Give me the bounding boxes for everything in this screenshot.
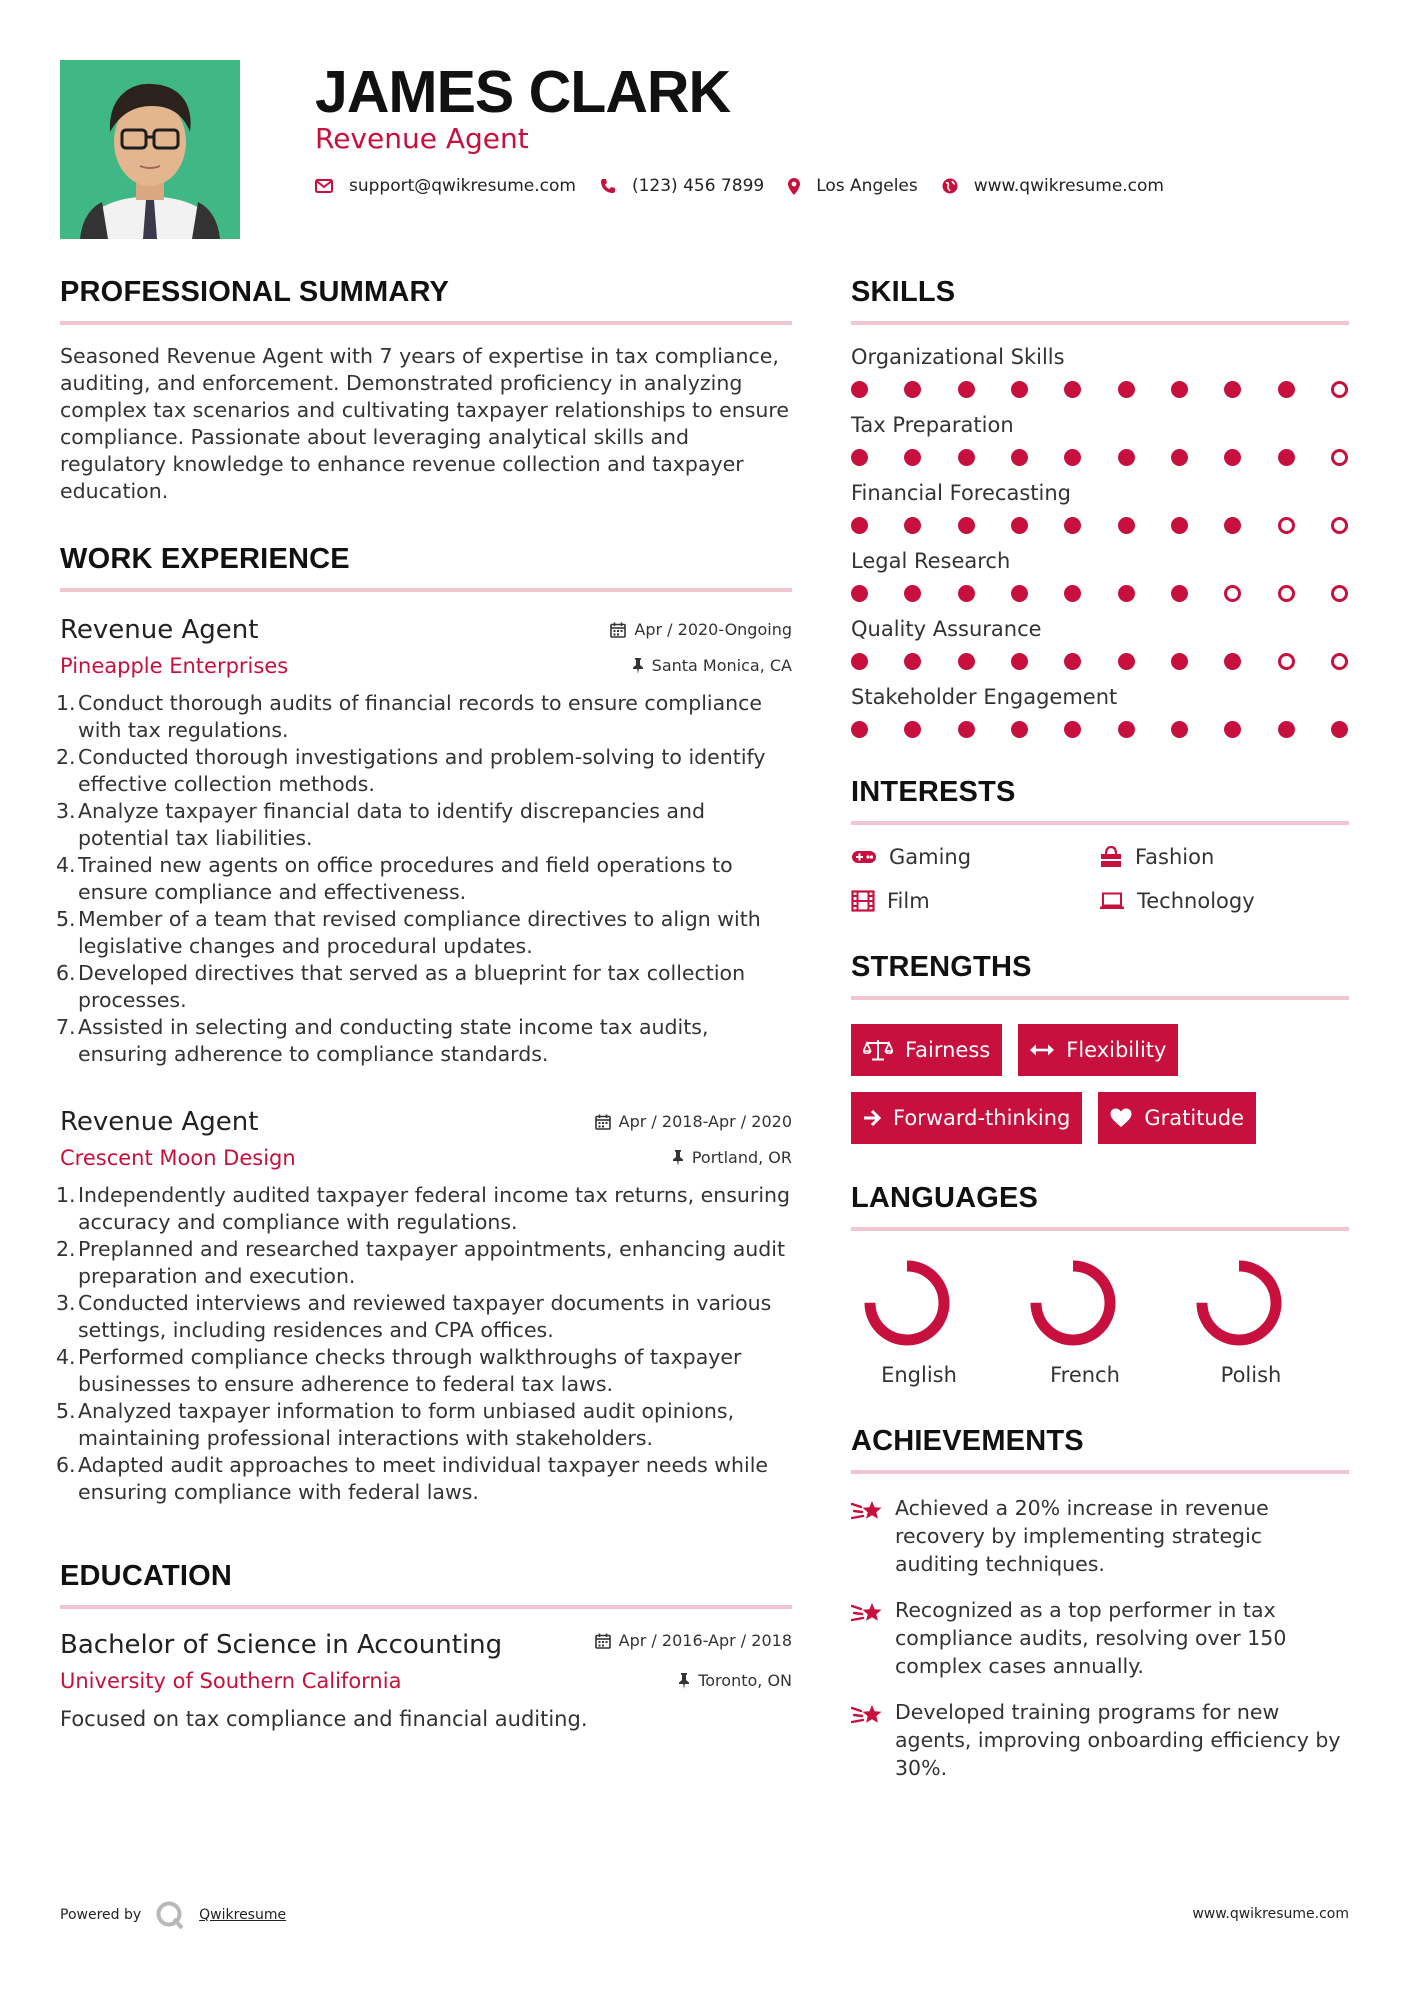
rating-dot-filled [851,517,868,534]
pushpin-icon [632,658,644,674]
right-column [851,276,1349,1782]
language-proficiency-ring [1193,1257,1285,1349]
contact-phone[interactable] [600,176,764,196]
education-section [60,1560,792,1731]
rating-dot-filled [851,721,868,738]
language-label: Polish [1220,1363,1282,1387]
job-dates [610,620,792,639]
job-location [672,1148,792,1167]
balance-scale-icon [863,1039,893,1061]
achievement-item [851,1494,1349,1578]
pushpin-icon [678,1673,690,1689]
skill-item [851,479,1349,534]
achievement-text: Developed training programs for new agents, improving onboarding efficiency by 30%. [895,1700,1341,1780]
calendar-icon [595,1633,611,1649]
summary-section [60,276,792,505]
language-proficiency-arc [1202,1266,1276,1340]
rating-dot-filled [1064,653,1081,670]
job-list [56,614,792,1506]
interest-grid [851,845,1349,913]
rating-dot-filled [1118,585,1135,602]
skill-label: Financial Forecasting [851,481,1071,505]
bullet-number: 6. [56,961,76,985]
bullet-number: 1. [56,1183,76,1207]
bullet-number: 5. [56,1399,76,1423]
skill-label: Legal Research [851,549,1011,573]
job-company: Crescent Moon Design [60,1146,296,1170]
rating-dot-filled [851,381,868,398]
summary-text: Seasoned Revenue Agent with 7 years of expertise in tax compliance, auditing, and enforcement. Demonstrated proficiency in analyzing complex tax scenarios and cultivating taxpayer relationships to ensure compliance. Passionate about leveraging analytical skills and regulatory knowledge to enhance revenue collection and taxpayer education. [60,344,790,503]
job-bullet [56,906,792,960]
rating-dot-filled [1011,653,1028,670]
rating-dot-filled [1064,721,1081,738]
section-divider [851,1470,1349,1474]
bullet-number: 3. [56,1291,76,1315]
education-degree: Bachelor of Science in Accounting [60,1630,503,1660]
job-bullet [56,1398,792,1452]
gamepad-icon [851,849,877,865]
rating-dot-empty [1224,585,1241,602]
achievements-heading: ACHIEVEMENTS [851,1425,1084,1457]
contact-bar [315,176,1188,196]
rating-dot-filled [1171,653,1188,670]
job-bullet [56,852,792,906]
shooting-star-icon [851,1498,883,1524]
strength-tag [1018,1024,1178,1076]
section-divider [851,821,1349,825]
bullet-text: Conducted thorough investigations and problem-solving to identify effective collection methods. [78,745,766,796]
rating-dot-empty [1278,517,1295,534]
education-school: University of Southern California [60,1669,402,1693]
candidate-role: Revenue Agent [315,122,529,155]
bullet-number: 1. [56,691,76,715]
skill-label: Organizational Skills [851,345,1065,369]
rating-dot-filled [958,653,975,670]
rating-dot-empty [1331,653,1348,670]
job-bullet [56,690,792,744]
contact-website-text: www.qwikresume.com [973,176,1164,196]
rating-dot-filled [1224,449,1241,466]
job-location-text: Santa Monica, CA [651,656,792,675]
job-dates [595,1112,792,1131]
language-item [1183,1257,1349,1387]
strength-tag [1098,1092,1256,1144]
contact-website[interactable] [942,176,1164,196]
rating-dot-filled [1118,721,1135,738]
bullet-text: Adapted audit approaches to meet individual taxpayer needs while ensuring compliance with federal laws. [78,1453,769,1504]
bullet-text: Performed compliance checks through walkthroughs of taxpayer businesses to ensure adherence to federal tax laws. [78,1345,742,1396]
skill-label: Tax Preparation [851,413,1014,437]
bullet-number: 4. [56,853,76,877]
skill-rating [851,381,1349,398]
job-dates-text: Apr / 2018-Apr / 2020 [618,1112,792,1131]
rating-dot-empty [1331,381,1348,398]
interest-item [1099,845,1349,869]
rating-dot-filled [1064,585,1081,602]
education-dates [595,1631,792,1650]
contact-location [788,176,918,196]
achievement-item [851,1596,1349,1680]
skill-item [851,683,1349,738]
rating-dot-filled [958,585,975,602]
skill-item [851,615,1349,670]
shopping-bag-icon [1099,846,1123,868]
skill-label: Quality Assurance [851,617,1042,641]
rating-dot-filled [904,585,921,602]
bullet-text: Preplanned and researched taxpayer appointments, enhancing audit preparation and execution. [78,1237,786,1288]
arrow-right-icon [863,1109,881,1127]
contact-location-text: Los Angeles [816,176,918,196]
section-divider [851,321,1349,325]
bullet-number: 7. [56,1015,76,1039]
language-proficiency-ring [1027,1257,1119,1349]
rating-dot-filled [1171,449,1188,466]
job-company: Pineapple Enterprises [60,654,289,678]
laptop-icon [1099,892,1125,910]
section-divider [60,588,792,592]
languages-heading: LANGUAGES [851,1182,1039,1214]
language-label: French [1050,1363,1120,1387]
shooting-star-icon [851,1600,883,1626]
strength-tag [851,1024,1002,1076]
rating-dot-filled [1331,721,1348,738]
summary-heading: PROFESSIONAL SUMMARY [60,276,450,308]
film-icon [851,890,875,912]
strength-tags [851,1024,1271,1144]
bullet-text: Analyzed taxpayer information to form unbiased audit opinions, maintaining professional interactions with stakeholders. [78,1399,735,1450]
job-bullet [56,1290,792,1344]
languages-section [851,1182,1349,1387]
calendar-icon [610,622,626,638]
candidate-name: JAMES CLARK [315,59,731,125]
rating-dot-filled [904,517,921,534]
job-bullet [56,1452,792,1506]
rating-dot-filled [1118,381,1135,398]
bullet-text: Conducted interviews and reviewed taxpayer documents in various settings, including residences and CPA offices. [78,1291,772,1342]
rating-dot-filled [1171,721,1188,738]
skill-item [851,411,1349,466]
bullet-number: 2. [56,745,76,769]
interest-label: Film [887,889,930,913]
bullet-number: 6. [56,1453,76,1477]
skill-list [851,343,1349,738]
skill-rating [851,585,1349,602]
achievements-section [851,1425,1349,1782]
job-dates-text: Apr / 2020-Ongoing [634,620,792,639]
skill-item [851,343,1349,398]
shooting-star-icon [851,1702,883,1728]
bullet-number: 2. [56,1237,76,1261]
footer-website[interactable]: www.qwikresume.com [1192,1906,1349,1922]
bullet-number: 3. [56,799,76,823]
experience-heading: WORK EXPERIENCE [60,543,350,575]
strength-label: Fairness [905,1038,991,1062]
rating-dot-filled [1171,381,1188,398]
language-list [851,1257,1349,1387]
interests-heading: INTERESTS [851,776,1016,808]
rating-dot-empty [1331,449,1348,466]
map-pin-icon [788,178,800,195]
strengths-section [851,951,1349,1144]
job-bullets [56,1182,792,1506]
achievement-text: Recognized as a top performer in tax compliance audits, resolving over 150 complex cases annually. [895,1598,1287,1678]
rating-dot-filled [1278,449,1295,466]
left-column [56,276,792,1731]
interest-label: Gaming [889,845,972,869]
job-bullet [56,1236,792,1290]
bullet-text: Independently audited taxpayer federal income tax returns, ensuring accuracy and compliance with regulations. [78,1183,791,1234]
bullet-text: Analyze taxpayer financial data to identify discrepancies and potential tax liabilities. [78,799,705,850]
education-location [678,1671,792,1690]
job-entry [56,1106,792,1506]
rating-dot-filled [1278,381,1295,398]
profile-photo [60,60,240,239]
rating-dot-filled [1011,449,1028,466]
phone-icon [600,178,616,194]
education-description: Focused on tax compliance and financial auditing. [60,1707,588,1731]
interest-label: Technology [1137,889,1255,913]
rating-dot-filled [1224,721,1241,738]
heart-icon [1110,1108,1132,1128]
achievement-item [851,1698,1349,1782]
interest-item [1099,889,1349,913]
job-title: Revenue Agent [60,615,259,645]
strength-tag [851,1092,1082,1144]
bullet-text: Trained new agents on office procedures and field operations to ensure compliance and effectiveness. [78,853,733,904]
rating-dot-filled [1171,585,1188,602]
job-bullet [56,1344,792,1398]
footer-powered-by [60,1900,286,1930]
contact-phone-text: (123) 456 7899 [631,176,765,196]
rating-dot-filled [1118,517,1135,534]
interest-item [851,845,1099,869]
bullet-text: Member of a team that revised compliance directives to align with legislative changes and procedural updates. [78,907,761,958]
rating-dot-filled [1224,517,1241,534]
pushpin-icon [672,1150,684,1166]
skill-rating [851,721,1349,738]
skill-item [851,547,1349,602]
skill-rating [851,653,1349,670]
rating-dot-filled [904,721,921,738]
bullet-text: Developed directives that served as a blueprint for tax collection processes. [78,961,746,1012]
skill-rating [851,517,1349,534]
bullet-text: Conduct thorough audits of financial records to ensure compliance with tax regulations. [78,691,763,742]
rating-dot-filled [851,653,868,670]
language-label: English [881,1363,957,1387]
job-entry [56,614,792,1068]
rating-dot-filled [1118,653,1135,670]
interests-section [851,776,1349,913]
rating-dot-filled [1064,381,1081,398]
job-bullet [56,798,792,852]
education-location-text: Toronto, ON [698,1671,792,1690]
skill-rating [851,449,1349,466]
rating-dot-filled [1064,449,1081,466]
rating-dot-filled [904,653,921,670]
rating-dot-filled [1011,585,1028,602]
globe-icon [942,178,958,194]
language-proficiency-arc [1036,1266,1110,1340]
section-divider [851,996,1349,1000]
job-bullet [56,1182,792,1236]
rating-dot-filled [1118,449,1135,466]
strengths-heading: STRENGTHS [851,951,1032,983]
rating-dot-filled [1011,381,1028,398]
achievement-text: Achieved a 20% increase in revenue recovery by implementing strategic auditing techniques. [895,1496,1269,1576]
powered-by-text: Powered by [60,1907,142,1923]
footer-brand-link[interactable]: Qwikresume [199,1907,287,1923]
section-divider [60,1605,792,1609]
strength-label: Gratitude [1144,1106,1244,1130]
strength-label: Forward-thinking [893,1106,1071,1130]
job-bullet [56,960,792,1014]
skills-heading: SKILLS [851,276,956,308]
rating-dot-filled [958,449,975,466]
bullet-text: Assisted in selecting and conducting state income tax audits, ensuring adherence to compliance standards. [78,1015,709,1066]
rating-dot-filled [1171,517,1188,534]
contact-email-text: support@qwikresume.com [349,176,576,196]
skill-label: Stakeholder Engagement [851,685,1118,709]
rating-dot-empty [1331,517,1348,534]
calendar-icon [595,1114,611,1130]
achievement-list [851,1494,1349,1782]
job-title: Revenue Agent [60,1107,259,1137]
job-bullets [56,690,792,1068]
rating-dot-filled [958,721,975,738]
job-bullet [56,744,792,798]
rating-dot-filled [958,517,975,534]
experience-section [56,543,792,1506]
envelope-icon [315,179,333,193]
strength-label: Flexibility [1066,1038,1167,1062]
rating-dot-filled [1011,517,1028,534]
rating-dot-filled [1011,721,1028,738]
rating-dot-empty [1278,585,1295,602]
rating-dot-filled [1064,517,1081,534]
language-proficiency-ring [861,1257,953,1349]
rating-dot-empty [1278,653,1295,670]
skills-section [851,276,1349,738]
bullet-number: 5. [56,907,76,931]
rating-dot-filled [1224,381,1241,398]
rating-dot-filled [904,449,921,466]
rating-dot-filled [1224,653,1241,670]
rating-dot-filled [851,449,868,466]
qwikresume-logo-icon [155,1900,185,1930]
language-proficiency-arc [870,1266,944,1340]
education-heading: EDUCATION [60,1560,233,1592]
rating-dot-filled [958,381,975,398]
interest-label: Fashion [1135,845,1215,869]
arrows-horizontal-icon [1030,1043,1054,1057]
education-entry [60,1629,792,1731]
job-location-text: Portland, OR [691,1148,792,1167]
rating-dot-filled [1278,721,1295,738]
contact-email[interactable] [315,176,576,196]
education-dates-text: Apr / 2016-Apr / 2018 [618,1631,792,1650]
rating-dot-empty [1331,585,1348,602]
rating-dot-filled [851,585,868,602]
interest-item [851,889,1099,913]
job-bullet [56,1014,792,1068]
rating-dot-filled [904,381,921,398]
bullet-number: 4. [56,1345,76,1369]
section-divider [60,321,792,325]
section-divider [851,1227,1349,1231]
job-location [632,656,792,675]
